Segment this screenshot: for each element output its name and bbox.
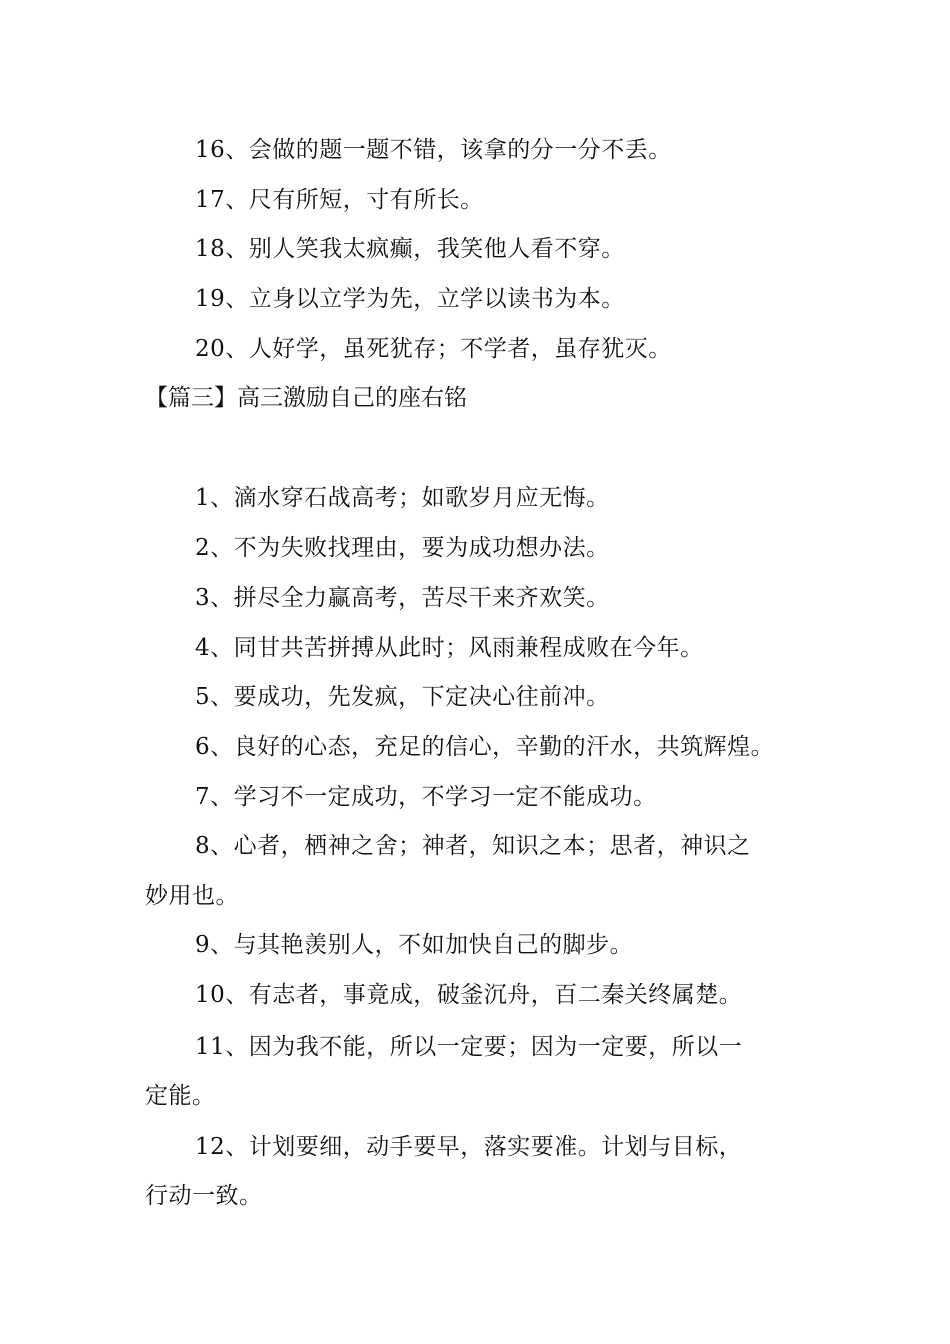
motto-line: 5、要成功，先发疯，下定决心往前冲。	[195, 684, 610, 710]
motto-line: 17、尺有所短，寸有所长。	[195, 187, 484, 213]
motto-line-continuation: 行动一致。	[145, 1183, 263, 1209]
motto-line: 7、学习不一定成功，不学习一定不能成功。	[195, 784, 657, 810]
motto-line: 11、因为我不能，所以一定要；因为一定要，所以一	[195, 1034, 743, 1060]
motto-line: 9、与其艳羡别人，不如加快自己的脚步。	[195, 932, 634, 958]
motto-line: 12、计划要细，动手要早，落实要准。计划与目标，	[195, 1134, 743, 1160]
motto-line: 8、心者，栖神之舍；神者，知识之本；思者，神识之	[195, 833, 751, 859]
motto-line: 4、同甘共苦拼搏从此时；风雨兼程成败在今年。	[195, 635, 704, 661]
motto-line: 1、滴水穿石战高考；如歌岁月应无悔。	[195, 485, 610, 511]
motto-line: 20、人好学，虽死犹存；不学者，虽存犹灭。	[195, 336, 672, 362]
motto-line: 16、会做的题一题不错，该拿的分一分不丢。	[195, 137, 672, 163]
motto-line: 10、有志者，事竟成，破釜沉舟，百二秦关终属楚。	[195, 982, 743, 1008]
motto-line: 6、良好的心态，充足的信心，辛勤的汗水，共筑辉煌。	[195, 734, 775, 760]
motto-line-continuation: 妙用也。	[145, 883, 239, 909]
motto-line-continuation: 定能。	[145, 1083, 216, 1109]
motto-line: 2、不为失败找理由，要为成功想办法。	[195, 535, 610, 561]
motto-line: 3、拼尽全力赢高考，苦尽干来齐欢笑。	[195, 585, 610, 611]
motto-line: 18、别人笑我太疯癫，我笑他人看不穿。	[195, 236, 625, 262]
section-heading: 【篇三】高三激励自己的座右铭	[145, 385, 467, 411]
motto-line: 19、立身以立学为先，立学以读书为本。	[195, 286, 625, 312]
